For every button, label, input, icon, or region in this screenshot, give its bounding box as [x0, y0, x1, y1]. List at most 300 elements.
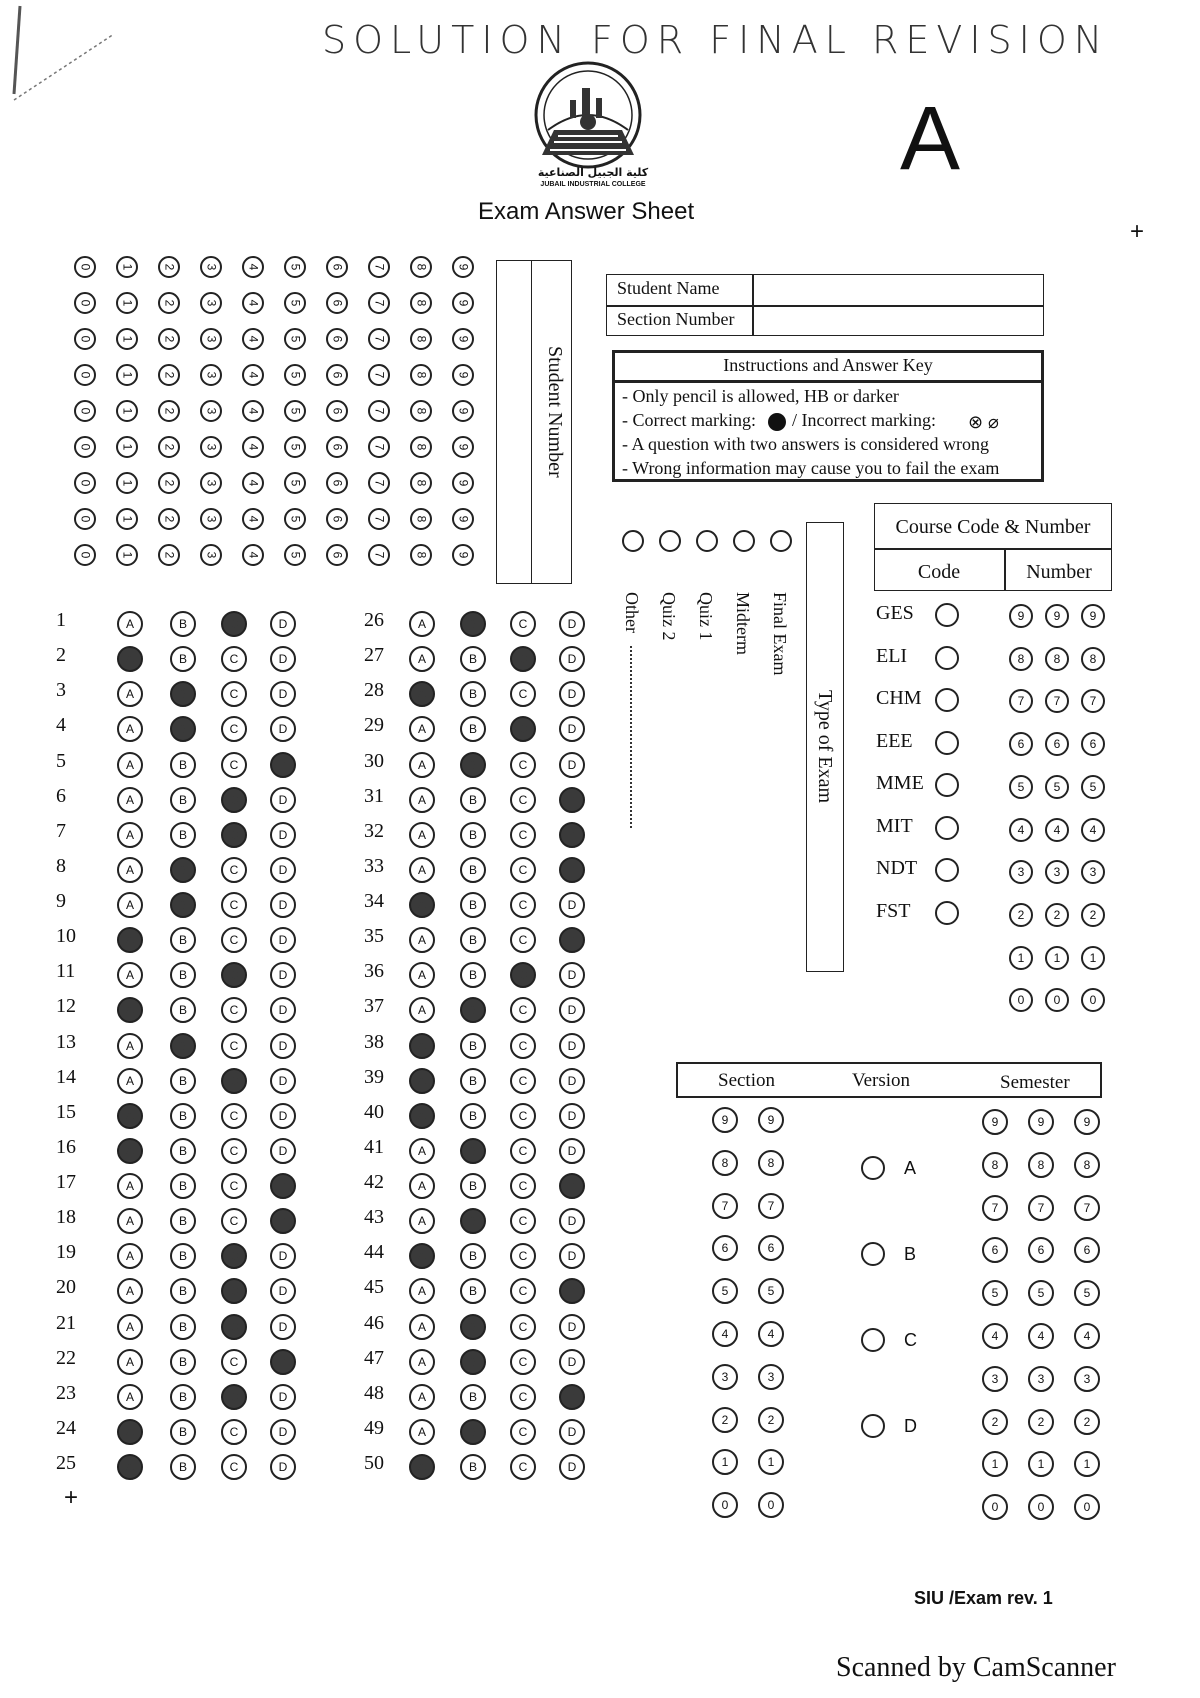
section-digit-bubble[interactable]	[712, 1193, 738, 1219]
semester-digit-bubble[interactable]	[1074, 1280, 1100, 1306]
student-digit-bubble[interactable]	[326, 508, 348, 530]
course-number-bubble[interactable]	[1009, 775, 1033, 799]
answer-bubble[interactable]	[117, 1419, 143, 1445]
semester-digit-bubble[interactable]	[982, 1280, 1008, 1306]
answer-bubble[interactable]	[559, 1384, 585, 1410]
answer-bubble[interactable]	[221, 1068, 247, 1094]
student-digit-bubble[interactable]	[284, 544, 306, 566]
student-digit-bubble[interactable]	[158, 472, 180, 494]
answer-bubble[interactable]	[409, 1419, 435, 1445]
answer-bubble[interactable]	[559, 1349, 585, 1375]
semester-digit-bubble[interactable]	[982, 1494, 1008, 1520]
student-digit-bubble[interactable]	[74, 364, 96, 386]
version-bubble[interactable]	[861, 1414, 885, 1438]
course-number-bubble[interactable]	[1081, 604, 1105, 628]
answer-bubble[interactable]	[460, 681, 486, 707]
student-digit-bubble[interactable]	[368, 400, 390, 422]
student-digit-bubble[interactable]	[410, 400, 432, 422]
student-digit-bubble[interactable]	[242, 328, 264, 350]
semester-digit-bubble[interactable]	[1028, 1494, 1054, 1520]
answer-bubble[interactable]	[117, 962, 143, 988]
answer-bubble[interactable]	[270, 1314, 296, 1340]
course-number-bubble[interactable]	[1045, 647, 1069, 671]
section-digit-bubble[interactable]	[758, 1407, 784, 1433]
semester-digit-bubble[interactable]	[1028, 1323, 1054, 1349]
answer-bubble[interactable]	[117, 892, 143, 918]
answer-bubble[interactable]	[270, 1384, 296, 1410]
answer-bubble[interactable]	[460, 1068, 486, 1094]
course-number-bubble[interactable]	[1081, 818, 1105, 842]
answer-bubble[interactable]	[117, 1208, 143, 1234]
answer-bubble[interactable]	[170, 1138, 196, 1164]
answer-bubble[interactable]	[221, 1314, 247, 1340]
student-digit-bubble[interactable]	[410, 544, 432, 566]
answer-bubble[interactable]	[559, 1208, 585, 1234]
answer-bubble[interactable]	[409, 752, 435, 778]
answer-bubble[interactable]	[270, 681, 296, 707]
answer-bubble[interactable]	[170, 927, 196, 953]
answer-bubble[interactable]	[221, 646, 247, 672]
answer-bubble[interactable]	[409, 716, 435, 742]
course-code-bubble[interactable]	[935, 816, 959, 840]
student-digit-bubble[interactable]	[368, 472, 390, 494]
course-number-bubble[interactable]	[1045, 988, 1069, 1012]
answer-bubble[interactable]	[559, 752, 585, 778]
answer-bubble[interactable]	[117, 1454, 143, 1480]
section-digit-bubble[interactable]	[758, 1278, 784, 1304]
answer-bubble[interactable]	[559, 927, 585, 953]
answer-bubble[interactable]	[460, 1419, 486, 1445]
answer-bubble[interactable]	[170, 1349, 196, 1375]
student-digit-bubble[interactable]	[452, 472, 474, 494]
answer-bubble[interactable]	[510, 611, 536, 637]
answer-bubble[interactable]	[559, 962, 585, 988]
answer-bubble[interactable]	[221, 1349, 247, 1375]
student-digit-bubble[interactable]	[116, 400, 138, 422]
course-code-bubble[interactable]	[935, 858, 959, 882]
answer-bubble[interactable]	[559, 787, 585, 813]
student-digit-bubble[interactable]	[200, 364, 222, 386]
answer-bubble[interactable]	[409, 1349, 435, 1375]
answer-bubble[interactable]	[221, 1138, 247, 1164]
other-write-line[interactable]	[630, 646, 634, 828]
course-number-bubble[interactable]	[1045, 818, 1069, 842]
answer-bubble[interactable]	[170, 962, 196, 988]
section-digit-bubble[interactable]	[758, 1492, 784, 1518]
course-number-bubble[interactable]	[1009, 818, 1033, 842]
answer-bubble[interactable]	[270, 1454, 296, 1480]
student-digit-bubble[interactable]	[410, 364, 432, 386]
answer-bubble[interactable]	[510, 892, 536, 918]
answer-bubble[interactable]	[221, 892, 247, 918]
student-digit-bubble[interactable]	[242, 436, 264, 458]
student-digit-bubble[interactable]	[326, 256, 348, 278]
semester-digit-bubble[interactable]	[1074, 1237, 1100, 1263]
answer-bubble[interactable]	[460, 892, 486, 918]
student-digit-bubble[interactable]	[158, 256, 180, 278]
student-digit-bubble[interactable]	[326, 544, 348, 566]
answer-bubble[interactable]	[170, 716, 196, 742]
student-digit-bubble[interactable]	[326, 328, 348, 350]
answer-bubble[interactable]	[409, 1454, 435, 1480]
student-digit-bubble[interactable]	[368, 292, 390, 314]
student-digit-bubble[interactable]	[242, 364, 264, 386]
student-digit-bubble[interactable]	[284, 400, 306, 422]
student-digit-bubble[interactable]	[452, 400, 474, 422]
answer-bubble[interactable]	[460, 822, 486, 848]
course-number-bubble[interactable]	[1009, 946, 1033, 970]
answer-bubble[interactable]	[460, 1314, 486, 1340]
student-digit-bubble[interactable]	[410, 508, 432, 530]
answer-bubble[interactable]	[460, 962, 486, 988]
answer-bubble[interactable]	[409, 927, 435, 953]
section-digit-bubble[interactable]	[758, 1150, 784, 1176]
answer-bubble[interactable]	[409, 681, 435, 707]
answer-bubble[interactable]	[117, 822, 143, 848]
course-number-bubble[interactable]	[1081, 647, 1105, 671]
student-digit-bubble[interactable]	[116, 328, 138, 350]
course-number-bubble[interactable]	[1081, 946, 1105, 970]
student-digit-bubble[interactable]	[74, 544, 96, 566]
answer-bubble[interactable]	[460, 611, 486, 637]
student-digit-bubble[interactable]	[410, 256, 432, 278]
answer-bubble[interactable]	[117, 646, 143, 672]
student-digit-bubble[interactable]	[116, 364, 138, 386]
semester-digit-bubble[interactable]	[982, 1237, 1008, 1263]
semester-digit-bubble[interactable]	[1028, 1195, 1054, 1221]
student-digit-bubble[interactable]	[452, 328, 474, 350]
answer-bubble[interactable]	[559, 1103, 585, 1129]
student-digit-bubble[interactable]	[242, 400, 264, 422]
answer-bubble[interactable]	[270, 1208, 296, 1234]
section-digit-bubble[interactable]	[712, 1449, 738, 1475]
answer-bubble[interactable]	[270, 1103, 296, 1129]
course-number-bubble[interactable]	[1081, 732, 1105, 756]
version-bubble[interactable]	[861, 1242, 885, 1266]
answer-bubble[interactable]	[460, 787, 486, 813]
course-code-bubble[interactable]	[935, 773, 959, 797]
course-number-bubble[interactable]	[1009, 860, 1033, 884]
answer-bubble[interactable]	[510, 1173, 536, 1199]
section-number-field[interactable]	[756, 308, 1040, 334]
answer-bubble[interactable]	[221, 1033, 247, 1059]
answer-bubble[interactable]	[221, 927, 247, 953]
student-digit-bubble[interactable]	[158, 436, 180, 458]
answer-bubble[interactable]	[270, 892, 296, 918]
answer-bubble[interactable]	[221, 611, 247, 637]
answer-bubble[interactable]	[460, 1454, 486, 1480]
answer-bubble[interactable]	[270, 1278, 296, 1304]
answer-bubble[interactable]	[170, 1103, 196, 1129]
answer-bubble[interactable]	[510, 927, 536, 953]
student-digit-bubble[interactable]	[116, 544, 138, 566]
answer-bubble[interactable]	[117, 927, 143, 953]
answer-bubble[interactable]	[270, 1068, 296, 1094]
answer-bubble[interactable]	[270, 857, 296, 883]
semester-digit-bubble[interactable]	[1028, 1152, 1054, 1178]
answer-bubble[interactable]	[270, 1419, 296, 1445]
answer-bubble[interactable]	[221, 1278, 247, 1304]
answer-bubble[interactable]	[559, 1243, 585, 1269]
student-digit-bubble[interactable]	[74, 328, 96, 350]
answer-bubble[interactable]	[409, 1033, 435, 1059]
student-digit-bubble[interactable]	[158, 508, 180, 530]
answer-bubble[interactable]	[510, 1138, 536, 1164]
student-digit-bubble[interactable]	[284, 364, 306, 386]
answer-bubble[interactable]	[409, 1243, 435, 1269]
answer-bubble[interactable]	[559, 1314, 585, 1340]
answer-bubble[interactable]	[170, 857, 196, 883]
answer-bubble[interactable]	[510, 1103, 536, 1129]
student-digit-bubble[interactable]	[410, 328, 432, 350]
course-number-bubble[interactable]	[1009, 689, 1033, 713]
student-digit-bubble[interactable]	[452, 364, 474, 386]
answer-bubble[interactable]	[460, 1208, 486, 1234]
answer-bubble[interactable]	[559, 1419, 585, 1445]
student-digit-bubble[interactable]	[74, 436, 96, 458]
course-number-bubble[interactable]	[1045, 689, 1069, 713]
answer-bubble[interactable]	[170, 1173, 196, 1199]
student-digit-bubble[interactable]	[326, 472, 348, 494]
semester-digit-bubble[interactable]	[1028, 1409, 1054, 1435]
student-digit-bubble[interactable]	[452, 292, 474, 314]
course-code-bubble[interactable]	[935, 646, 959, 670]
answer-bubble[interactable]	[117, 1033, 143, 1059]
answer-bubble[interactable]	[221, 1208, 247, 1234]
answer-bubble[interactable]	[221, 857, 247, 883]
answer-bubble[interactable]	[510, 716, 536, 742]
answer-bubble[interactable]	[409, 787, 435, 813]
answer-bubble[interactable]	[221, 1103, 247, 1129]
student-digit-bubble[interactable]	[242, 256, 264, 278]
semester-digit-bubble[interactable]	[1074, 1152, 1100, 1178]
answer-bubble[interactable]	[170, 1068, 196, 1094]
answer-bubble[interactable]	[460, 1349, 486, 1375]
answer-bubble[interactable]	[270, 716, 296, 742]
answer-bubble[interactable]	[460, 1278, 486, 1304]
answer-bubble[interactable]	[270, 1243, 296, 1269]
section-digit-bubble[interactable]	[712, 1235, 738, 1261]
answer-bubble[interactable]	[409, 962, 435, 988]
answer-bubble[interactable]	[510, 1068, 536, 1094]
answer-bubble[interactable]	[559, 681, 585, 707]
answer-bubble[interactable]	[510, 1033, 536, 1059]
exam-type-bubble[interactable]	[733, 530, 755, 552]
course-number-bubble[interactable]	[1009, 732, 1033, 756]
exam-type-bubble[interactable]	[622, 530, 644, 552]
answer-bubble[interactable]	[460, 752, 486, 778]
semester-digit-bubble[interactable]	[1074, 1494, 1100, 1520]
course-number-bubble[interactable]	[1081, 775, 1105, 799]
answer-bubble[interactable]	[221, 997, 247, 1023]
answer-bubble[interactable]	[117, 1384, 143, 1410]
semester-digit-bubble[interactable]	[982, 1366, 1008, 1392]
answer-bubble[interactable]	[170, 752, 196, 778]
answer-bubble[interactable]	[559, 997, 585, 1023]
course-number-bubble[interactable]	[1009, 988, 1033, 1012]
answer-bubble[interactable]	[221, 1173, 247, 1199]
student-digit-bubble[interactable]	[284, 328, 306, 350]
student-digit-bubble[interactable]	[74, 472, 96, 494]
answer-bubble[interactable]	[510, 787, 536, 813]
section-digit-bubble[interactable]	[712, 1321, 738, 1347]
answer-bubble[interactable]	[510, 857, 536, 883]
answer-bubble[interactable]	[221, 1419, 247, 1445]
answer-bubble[interactable]	[117, 716, 143, 742]
answer-bubble[interactable]	[170, 1419, 196, 1445]
answer-bubble[interactable]	[270, 787, 296, 813]
answer-bubble[interactable]	[117, 1314, 143, 1340]
answer-bubble[interactable]	[170, 1278, 196, 1304]
student-digit-bubble[interactable]	[326, 400, 348, 422]
answer-bubble[interactable]	[559, 1033, 585, 1059]
student-digit-bubble[interactable]	[368, 508, 390, 530]
student-name-field[interactable]	[756, 277, 1040, 303]
student-digit-bubble[interactable]	[116, 508, 138, 530]
student-digit-bubble[interactable]	[200, 508, 222, 530]
student-digit-bubble[interactable]	[410, 436, 432, 458]
answer-bubble[interactable]	[409, 997, 435, 1023]
student-digit-bubble[interactable]	[74, 256, 96, 278]
answer-bubble[interactable]	[510, 1454, 536, 1480]
answer-bubble[interactable]	[170, 822, 196, 848]
course-number-bubble[interactable]	[1081, 860, 1105, 884]
version-bubble[interactable]	[861, 1328, 885, 1352]
answer-bubble[interactable]	[170, 892, 196, 918]
student-digit-bubble[interactable]	[200, 328, 222, 350]
answer-bubble[interactable]	[409, 1384, 435, 1410]
answer-bubble[interactable]	[270, 962, 296, 988]
answer-bubble[interactable]	[170, 1243, 196, 1269]
answer-bubble[interactable]	[460, 927, 486, 953]
section-digit-bubble[interactable]	[712, 1364, 738, 1390]
answer-bubble[interactable]	[510, 1208, 536, 1234]
student-digit-bubble[interactable]	[242, 472, 264, 494]
section-digit-bubble[interactable]	[758, 1193, 784, 1219]
student-digit-bubble[interactable]	[368, 436, 390, 458]
section-digit-bubble[interactable]	[758, 1364, 784, 1390]
course-code-bubble[interactable]	[935, 603, 959, 627]
answer-bubble[interactable]	[117, 752, 143, 778]
course-number-bubble[interactable]	[1081, 903, 1105, 927]
student-digit-bubble[interactable]	[368, 256, 390, 278]
answer-bubble[interactable]	[409, 857, 435, 883]
answer-bubble[interactable]	[460, 716, 486, 742]
answer-bubble[interactable]	[170, 1208, 196, 1234]
student-digit-bubble[interactable]	[200, 436, 222, 458]
answer-bubble[interactable]	[510, 646, 536, 672]
answer-bubble[interactable]	[270, 1349, 296, 1375]
answer-bubble[interactable]	[559, 1138, 585, 1164]
answer-bubble[interactable]	[170, 1033, 196, 1059]
student-digit-bubble[interactable]	[158, 292, 180, 314]
answer-bubble[interactable]	[460, 997, 486, 1023]
student-digit-bubble[interactable]	[452, 544, 474, 566]
answer-bubble[interactable]	[559, 1068, 585, 1094]
answer-bubble[interactable]	[117, 1349, 143, 1375]
answer-bubble[interactable]	[170, 611, 196, 637]
course-number-bubble[interactable]	[1009, 903, 1033, 927]
answer-bubble[interactable]	[409, 1314, 435, 1340]
student-digit-bubble[interactable]	[410, 472, 432, 494]
course-number-bubble[interactable]	[1009, 647, 1033, 671]
course-number-bubble[interactable]	[1045, 903, 1069, 927]
semester-digit-bubble[interactable]	[982, 1323, 1008, 1349]
student-digit-bubble[interactable]	[452, 436, 474, 458]
answer-bubble[interactable]	[117, 1103, 143, 1129]
student-digit-bubble[interactable]	[326, 436, 348, 458]
student-digit-bubble[interactable]	[284, 472, 306, 494]
answer-bubble[interactable]	[221, 822, 247, 848]
answer-bubble[interactable]	[510, 752, 536, 778]
answer-bubble[interactable]	[117, 681, 143, 707]
student-digit-bubble[interactable]	[284, 292, 306, 314]
course-code-bubble[interactable]	[935, 688, 959, 712]
answer-bubble[interactable]	[117, 857, 143, 883]
semester-digit-bubble[interactable]	[1074, 1195, 1100, 1221]
student-digit-bubble[interactable]	[200, 544, 222, 566]
answer-bubble[interactable]	[559, 822, 585, 848]
answer-bubble[interactable]	[409, 1068, 435, 1094]
student-digit-bubble[interactable]	[74, 508, 96, 530]
answer-bubble[interactable]	[559, 1173, 585, 1199]
exam-type-bubble[interactable]	[659, 530, 681, 552]
answer-bubble[interactable]	[409, 1208, 435, 1234]
course-code-bubble[interactable]	[935, 901, 959, 925]
answer-bubble[interactable]	[117, 1068, 143, 1094]
answer-bubble[interactable]	[170, 1384, 196, 1410]
answer-bubble[interactable]	[460, 1243, 486, 1269]
answer-bubble[interactable]	[409, 1173, 435, 1199]
answer-bubble[interactable]	[117, 1138, 143, 1164]
semester-digit-bubble[interactable]	[1074, 1109, 1100, 1135]
answer-bubble[interactable]	[510, 822, 536, 848]
answer-bubble[interactable]	[510, 962, 536, 988]
answer-bubble[interactable]	[270, 822, 296, 848]
answer-bubble[interactable]	[510, 1314, 536, 1340]
course-number-bubble[interactable]	[1009, 604, 1033, 628]
answer-bubble[interactable]	[221, 1243, 247, 1269]
student-digit-bubble[interactable]	[326, 292, 348, 314]
answer-bubble[interactable]	[270, 752, 296, 778]
answer-bubble[interactable]	[270, 997, 296, 1023]
exam-type-bubble[interactable]	[770, 530, 792, 552]
student-digit-bubble[interactable]	[284, 436, 306, 458]
answer-bubble[interactable]	[559, 892, 585, 918]
answer-bubble[interactable]	[409, 1278, 435, 1304]
student-digit-bubble[interactable]	[74, 292, 96, 314]
answer-bubble[interactable]	[170, 1454, 196, 1480]
answer-bubble[interactable]	[221, 681, 247, 707]
student-digit-bubble[interactable]	[116, 256, 138, 278]
student-digit-bubble[interactable]	[116, 292, 138, 314]
semester-digit-bubble[interactable]	[1074, 1366, 1100, 1392]
section-digit-bubble[interactable]	[712, 1107, 738, 1133]
answer-bubble[interactable]	[559, 716, 585, 742]
answer-bubble[interactable]	[117, 611, 143, 637]
student-digit-bubble[interactable]	[242, 292, 264, 314]
student-digit-bubble[interactable]	[158, 328, 180, 350]
answer-bubble[interactable]	[170, 646, 196, 672]
answer-bubble[interactable]	[510, 1278, 536, 1304]
course-number-bubble[interactable]	[1045, 732, 1069, 756]
student-digit-bubble[interactable]	[410, 292, 432, 314]
semester-digit-bubble[interactable]	[1074, 1409, 1100, 1435]
student-digit-bubble[interactable]	[200, 256, 222, 278]
answer-bubble[interactable]	[460, 1033, 486, 1059]
answer-bubble[interactable]	[409, 822, 435, 848]
course-number-bubble[interactable]	[1045, 775, 1069, 799]
